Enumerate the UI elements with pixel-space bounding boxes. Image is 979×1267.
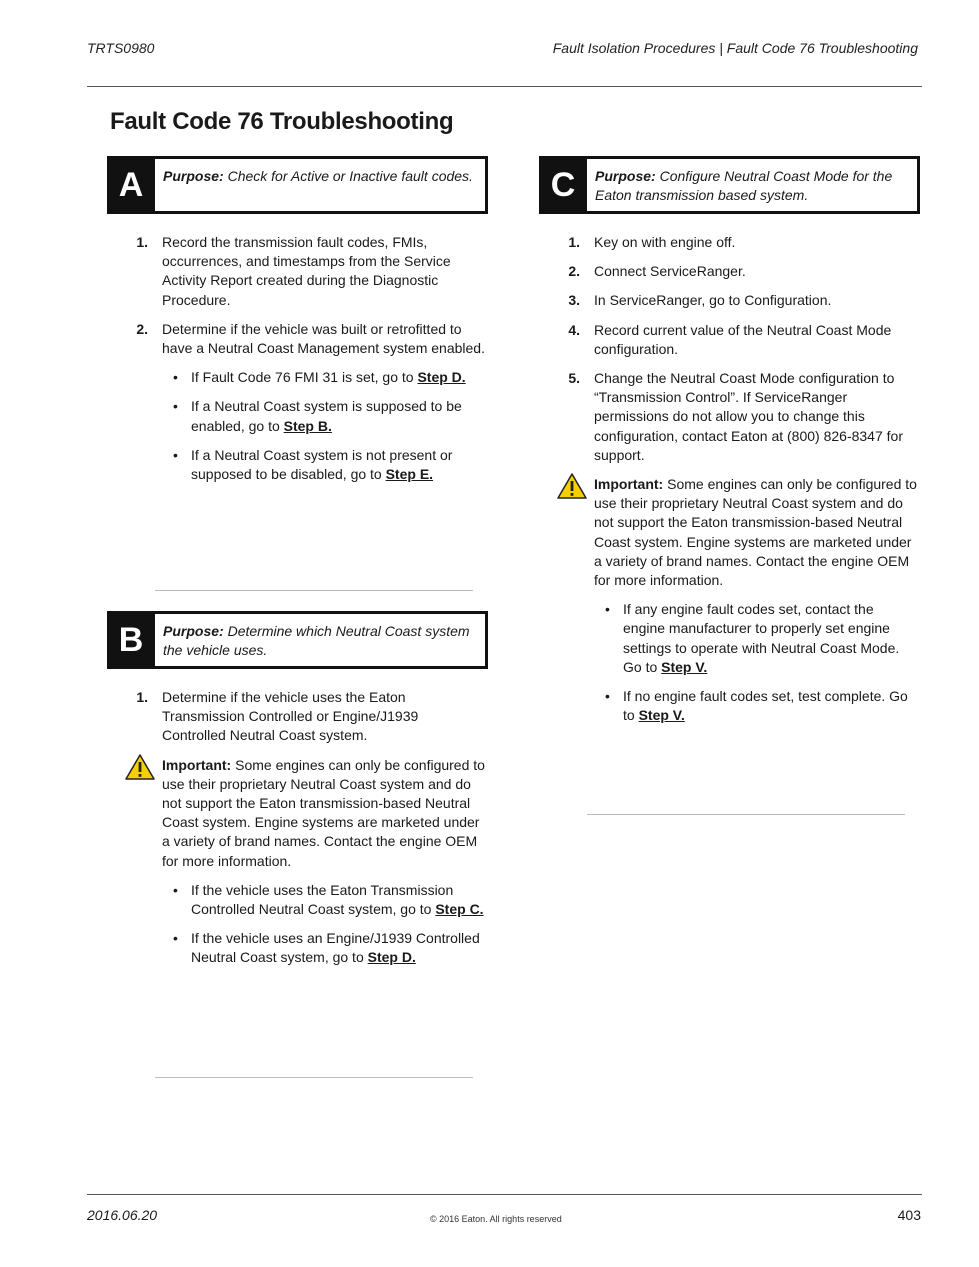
important-text: Some engines can only be configured to use their proprietary Neutral Coast system and do not support the Eaton transmission-based Neutral Coast system. Engine systems are marketed under a variety of brand names. Contact the engine OEM for more information. bbox=[162, 756, 485, 869]
bullet-text: If a Neutral Coast system is not present or supposed to be disabled, go to bbox=[191, 446, 453, 483]
section-title: Fault Isolation Procedures | Fault Code 76 Troubleshooting bbox=[552, 40, 918, 56]
list-item bbox=[130, 233, 485, 310]
header-rule bbox=[87, 86, 922, 87]
bullet-item bbox=[594, 600, 917, 677]
item-text: Determine if the vehicle uses the Eaton Transmission Controlled or Engine/J1939 Controlled Neutral Coast system. bbox=[162, 689, 419, 744]
list-item bbox=[130, 688, 485, 746]
warning-triangle-icon bbox=[125, 754, 155, 780]
step-c-letter: C bbox=[539, 156, 587, 214]
item-number: 5. bbox=[568, 370, 580, 387]
list-item bbox=[130, 320, 485, 358]
item-number: 1. bbox=[136, 234, 148, 250]
important-label: Important: bbox=[594, 476, 664, 493]
important-note bbox=[162, 756, 485, 871]
bullet-item bbox=[162, 929, 485, 967]
item-number: 1. bbox=[568, 234, 580, 250]
step-a-letter: A bbox=[107, 156, 155, 214]
step-link[interactable]: Step B. bbox=[283, 417, 332, 434]
step-c-purpose bbox=[595, 167, 911, 205]
step-c-content bbox=[562, 233, 917, 735]
list-item bbox=[562, 262, 917, 281]
bullet-text: If no engine fault codes set, test complete. Go to bbox=[623, 688, 908, 724]
bullet-text: If Fault Code 76 FMI 31 is set, go to bbox=[191, 369, 418, 386]
step-b-box bbox=[107, 611, 488, 669]
bullet-item bbox=[162, 881, 485, 919]
step-link[interactable]: Step D. bbox=[367, 949, 416, 966]
item-text: Change the Neutral Coast Mode configuration to “Transmission Control”. If ServiceRanger permissions do not allow you to change this configuration, contact Eaton at (800) 826-8347 for support. bbox=[594, 370, 903, 463]
item-number: 3. bbox=[568, 292, 580, 309]
page-number: 403 bbox=[897, 1207, 921, 1223]
doc-id: TRTS0980 bbox=[87, 40, 155, 56]
purpose-label: Purpose: bbox=[163, 168, 224, 184]
item-text: Connect ServiceRanger. bbox=[594, 263, 746, 280]
step-link[interactable]: Step D. bbox=[417, 369, 466, 386]
footer-rule bbox=[87, 1194, 922, 1195]
bullet-item bbox=[162, 397, 485, 435]
item-text: Determine if the vehicle was built or retrofitted to have a Neutral Coast Management system enabled. bbox=[162, 320, 485, 357]
item-text: Record the transmission fault codes, FMIs, occurrences, and timestamps from the Service Activity Report created during the Diagnostic Procedure. bbox=[162, 234, 451, 308]
step-link[interactable]: Step C. bbox=[435, 901, 484, 918]
divider bbox=[587, 814, 905, 815]
step-c-list bbox=[562, 233, 917, 465]
purpose-label: Purpose: bbox=[595, 168, 656, 184]
item-text: In ServiceRanger, go to Configuration. bbox=[594, 292, 832, 309]
step-a-purpose bbox=[163, 167, 479, 186]
bullet-text: If the vehicle uses an Engine/J1939 Controlled Neutral Coast system, go to bbox=[191, 930, 480, 966]
step-a-list bbox=[130, 233, 485, 358]
footer-copyright: © 2016 Eaton. All rights reserved bbox=[430, 1214, 562, 1224]
item-text: Key on with engine off. bbox=[594, 234, 736, 250]
bullet-item bbox=[594, 687, 917, 725]
list-item bbox=[562, 233, 917, 252]
important-label: Important: bbox=[162, 756, 232, 773]
step-c-box bbox=[539, 156, 920, 214]
step-b-purpose bbox=[163, 622, 479, 660]
divider bbox=[155, 1077, 473, 1078]
step-b-list bbox=[130, 688, 485, 746]
item-number: 4. bbox=[568, 321, 580, 338]
footer-date: 2016.06.20 bbox=[87, 1207, 158, 1223]
purpose-text: Check for Active or Inactive fault codes. bbox=[227, 168, 473, 184]
step-a-box bbox=[107, 156, 488, 214]
bullet-text: If any engine fault codes set, contact the engine manufacturer to properly set engine settings to operate with Neutral Coast Mode. Go to bbox=[623, 601, 900, 675]
bullet-text: If the vehicle uses the Eaton Transmission Controlled Neutral Coast system, go to bbox=[191, 881, 454, 918]
important-note bbox=[594, 475, 917, 590]
warning-triangle-icon bbox=[557, 473, 587, 499]
step-link[interactable]: Step E. bbox=[385, 466, 434, 483]
purpose-label: Purpose: bbox=[163, 623, 224, 639]
item-number: 2. bbox=[136, 320, 148, 337]
step-b-content bbox=[130, 688, 485, 978]
step-c-bullets bbox=[594, 600, 917, 725]
list-item bbox=[562, 291, 917, 310]
step-link[interactable]: Step V. bbox=[638, 707, 685, 724]
list-item bbox=[562, 321, 917, 359]
step-a-content bbox=[130, 233, 485, 494]
step-b-letter: B bbox=[107, 611, 155, 669]
item-text: Record current value of the Neutral Coast Mode configuration. bbox=[594, 321, 892, 357]
page-title: Fault Code 76 Troubleshooting bbox=[110, 108, 454, 135]
item-number: 2. bbox=[568, 263, 580, 280]
step-link[interactable]: Step V. bbox=[661, 658, 708, 675]
item-number: 1. bbox=[136, 689, 148, 705]
bullet-item bbox=[162, 446, 485, 484]
list-item bbox=[562, 369, 917, 465]
step-b-bullets bbox=[162, 881, 485, 968]
purpose-text: Configure Neutral Coast Mode for the Eaton transmission based system. bbox=[595, 168, 893, 203]
purpose-text: Determine which Neutral Coast system the vehicle uses. bbox=[163, 623, 470, 658]
important-text: Some engines can only be configured to use their proprietary Neutral Coast system and do not support the Eaton transmission-based Neutral Coast system. Engine systems are marketed under a variety of brand names. Contact the engine OEM for more information. bbox=[594, 476, 917, 589]
step-a-bullets bbox=[162, 368, 485, 484]
divider bbox=[155, 590, 473, 591]
bullet-item bbox=[162, 368, 485, 387]
bullet-text: If a Neutral Coast system is supposed to be enabled, go to bbox=[191, 398, 462, 434]
